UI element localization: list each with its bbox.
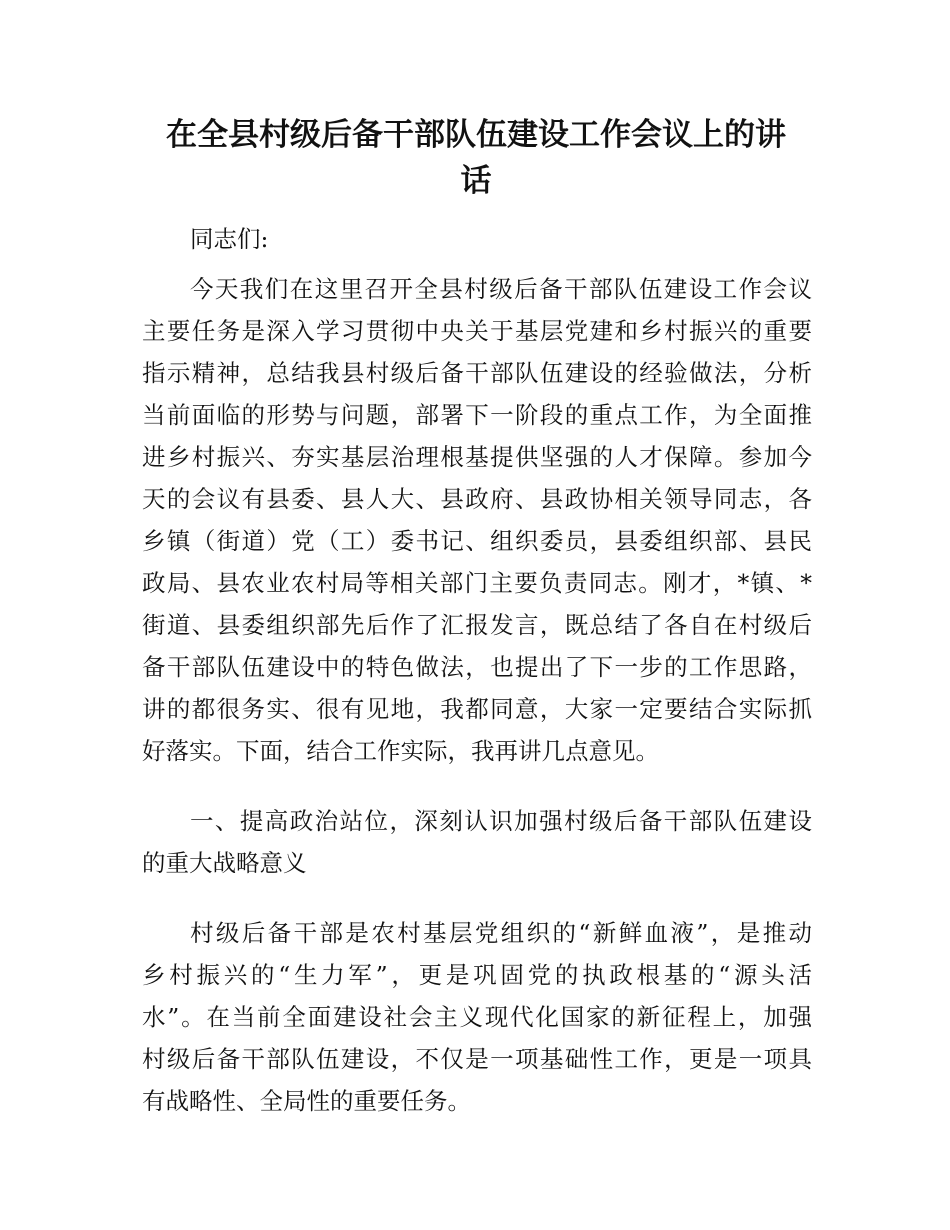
- document-body: [142, 218, 812, 1150]
- text-line: 讲的都很务实、很有见地，我都同意，大家一定要结合实际抓: [142, 695, 812, 723]
- text-line: 进乡村振兴、夯实基层治理根基提供坚强的人才保障。参加今: [142, 443, 812, 471]
- text-line: 天的会议有县委、县人大、县政府、县政协相关领导同志，各: [142, 485, 812, 513]
- document-title: [140, 112, 812, 204]
- text-line: 好落实。下面，结合工作实际，我再讲几点意见。: [142, 737, 659, 765]
- text-line: 村级后备干部是农村基层党组织的“新鲜血液”，是推动: [190, 919, 812, 947]
- paragraph: [142, 268, 812, 772]
- text-line: 有战略性、全局性的重要任务。: [142, 1087, 471, 1115]
- section-heading: [142, 800, 812, 884]
- text-line: 当前面临的形势与问题，部署下一阶段的重点工作，为全面推: [142, 401, 812, 429]
- title-line: 话: [460, 163, 492, 199]
- text-line: 村级后备干部队伍建设，不仅是一项基础性工作，更是一项具: [142, 1045, 812, 1073]
- title-line: 在全县村级后备干部队伍建设工作会议上的讲: [166, 117, 786, 153]
- text-line: 今天我们在这里召开全县村级后备干部队伍建设工作会议: [190, 275, 812, 303]
- text-line: 街道、县委组织部先后作了汇报发言，既总结了各自在村级后: [142, 611, 812, 639]
- text-line: 一、提高政治站位，深刻认识加强村级后备干部队伍建设: [190, 807, 812, 835]
- text-line: 指示精神，总结我县村级后备干部队伍建设的经验做法，分析: [142, 359, 812, 387]
- text-line: 乡镇（街道）党（工）委书记、组织委员，县委组织部、县民: [142, 527, 812, 555]
- text-line: 水”。在当前全面建设社会主义现代化国家的新征程上，加强: [142, 1003, 812, 1031]
- text-line: 备干部队伍建设中的特色做法，也提出了下一步的工作思路，: [142, 653, 812, 681]
- paragraph: [142, 912, 812, 1122]
- text-line: 的重大战略意义: [142, 849, 307, 877]
- greeting: 同志们:: [190, 225, 269, 253]
- text-line: 乡村振兴的“生力军”，更是巩固党的执政根基的“源头活: [142, 961, 812, 989]
- text-line: 主要任务是深入学习贯彻中央关于基层党建和乡村振兴的重要: [142, 317, 812, 345]
- paragraphs: [142, 268, 812, 1122]
- text-line: 政局、县农业农村局等相关部门主要负责同志。刚才，*镇、*: [142, 569, 812, 597]
